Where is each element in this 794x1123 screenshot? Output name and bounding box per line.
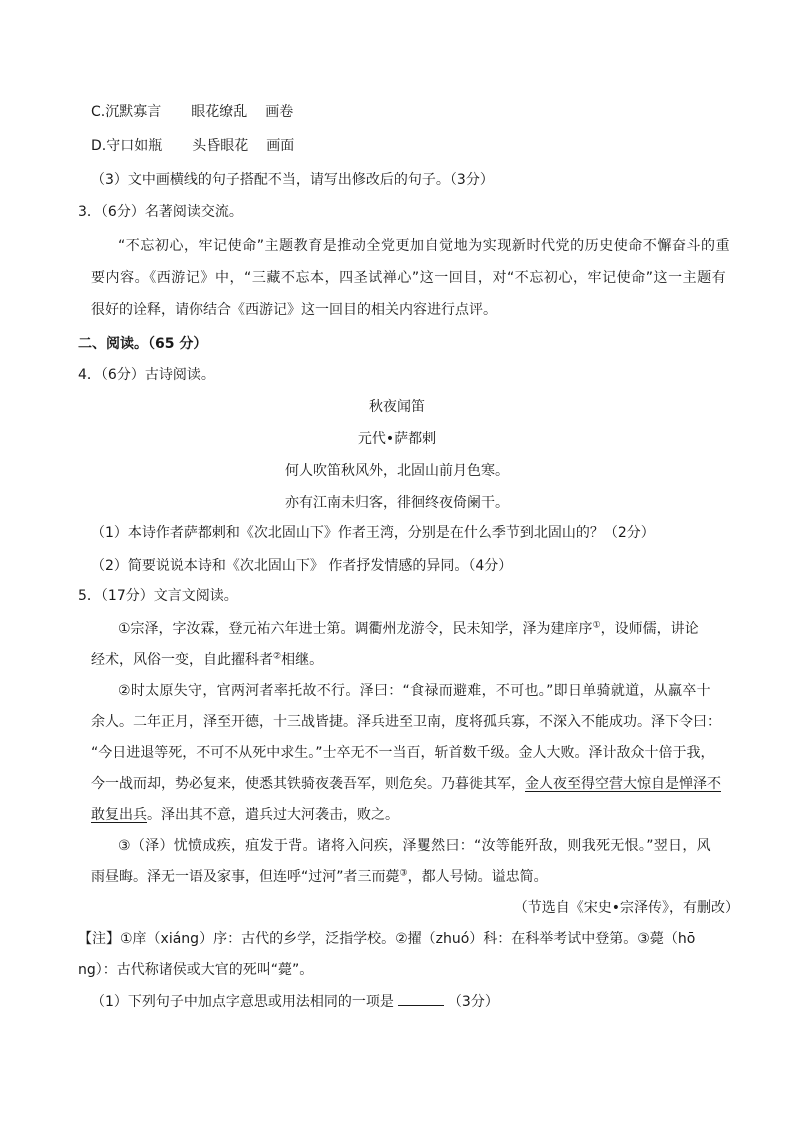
question-3-line-3: 很好的诠释，请你结合《西游记》这一回目的相关内容进行点评。 xyxy=(91,302,497,318)
passage-text: ，都人号恸。谥忠简。 xyxy=(407,869,548,885)
passage-source: （节选自《宋史•宗泽传》，有删改） xyxy=(513,900,739,916)
option-c-row xyxy=(91,102,293,122)
passage-text: ①宗泽，字汝霖，登元祐六年进士第。调衢州龙游令，民未知学，泽为建庠序 xyxy=(118,621,593,637)
passage-text: 。泽出其不意，遣兵过大河袭击，败之。 xyxy=(147,807,399,823)
option-d-word3: 画面 xyxy=(266,138,295,154)
passage-p1-line-2 xyxy=(91,650,323,670)
passage-text: ，设师儒，讲论 xyxy=(600,621,699,637)
passage-text: 今一战而却，势必复来，使悉其铁骑夜袭吾军，则危矣。乃暮徙其军， xyxy=(91,776,525,792)
footnote-marker: ① xyxy=(592,620,601,631)
footnote-marker: ③ xyxy=(399,868,408,879)
question-2-3: （3）文中画横线的句子搭配不当，请写出修改后的句子。（3分） xyxy=(91,172,494,188)
section-2-heading: 二、阅读。（65 分） xyxy=(78,336,208,352)
option-d-label: D.守口如瓶 xyxy=(91,138,163,154)
poem-line-1: 何人吹笛秋风外，北固山前月色寒。 xyxy=(285,463,509,479)
answer-blank[interactable] xyxy=(398,991,444,1006)
question-3-heading: 3．（6分）名著阅读交流。 xyxy=(78,204,243,220)
option-c-label: C.沉默寡言 xyxy=(91,104,162,120)
passage-p2-line-4 xyxy=(91,774,721,794)
annotation-line-1: 【注】①庠（xiáng）序：古代的乡学，泛指学校。②擢（zhuó）科：在科举考试中登第。③薨（hō xyxy=(78,931,696,947)
passage-p3-line-1: ③（泽）忧愤成疾，疽发于背。诸将入问疾，泽矍然曰：“汝等能歼敌，则我死无恨。”翌日，风 xyxy=(118,838,711,854)
question-4-sub-1: （1）本诗作者萨都剌和《次北固山下》作者王湾，分别是在什么季节到北固山的？（2分） xyxy=(91,525,655,541)
passage-p1-line-1 xyxy=(118,619,699,639)
question-text: （1）下列句子中加点字意思或用法相同的一项是 xyxy=(91,994,394,1010)
question-5-sub-1 xyxy=(91,991,499,1012)
question-4-sub-2: （2）简要说说本诗和《次北固山下》 作者抒发情感的异同。（4分） xyxy=(91,558,513,574)
poem-title: 秋夜闻笛 xyxy=(369,399,425,415)
question-3-line-2: 要内容。《西游记》中，“三藏不忘本，四圣试禅心”这一回目，对“不忘初心，牢记使命”这一主题有 xyxy=(91,270,727,286)
poem-author: 元代•萨都剌 xyxy=(357,431,437,447)
annotation-line-2: ng）：古代称诸侯或大官的死叫“薨”。 xyxy=(78,962,314,978)
footnote-marker: ② xyxy=(273,651,282,662)
passage-p2-line-2: 余人。二年正月，泽至开德，十三战皆捷。泽兵进至卫南，度将孤兵寡，不深入不能成功。泽下令曰： xyxy=(91,714,721,730)
question-5-heading: 5．（17分）文言文阅读。 xyxy=(78,588,238,604)
passage-p2-line-3: “今日进退等死，不可不从死中求生。”士卒无不一当百，斩首数千级。金人大败。泽计敌众十倍于我， xyxy=(91,745,715,761)
passage-text: 经术，风俗一变，自此擢科者 xyxy=(91,652,273,668)
underlined-sentence: 敢复出兵 xyxy=(91,807,147,823)
question-3-line-1: “不忘初心，牢记使命”主题教育是推动全党更加自觉地为实现新时代党的历史使命不懈奋斗的重 xyxy=(118,238,731,254)
passage-text: 雨昼晦。泽无一语及家事，但连呼“过河”者三而薨 xyxy=(91,869,400,885)
option-d-row xyxy=(91,136,294,156)
option-c-word2: 眼花缭乱 xyxy=(191,104,248,120)
option-c-word3: 画卷 xyxy=(265,104,294,120)
poem-line-2: 亦有江南未归客，徘徊终夜倚阑干。 xyxy=(285,495,509,511)
option-d-word2: 头昏眼花 xyxy=(192,138,249,154)
passage-text: 相继。 xyxy=(281,652,324,668)
underlined-sentence: 金人夜至得空营大惊自是惮泽不 xyxy=(525,776,721,792)
question-4-heading: 4．（6分）古诗阅读。 xyxy=(78,367,215,383)
question-points: （3分） xyxy=(447,994,499,1010)
passage-p3-line-2 xyxy=(91,867,548,887)
passage-p2-line-5 xyxy=(91,805,399,825)
passage-p2-line-1: ②时太原失守，官两河者率托故不行。泽曰：“食禄而避难，不可也。”即日单骑就道，从羸卒十 xyxy=(118,683,711,699)
